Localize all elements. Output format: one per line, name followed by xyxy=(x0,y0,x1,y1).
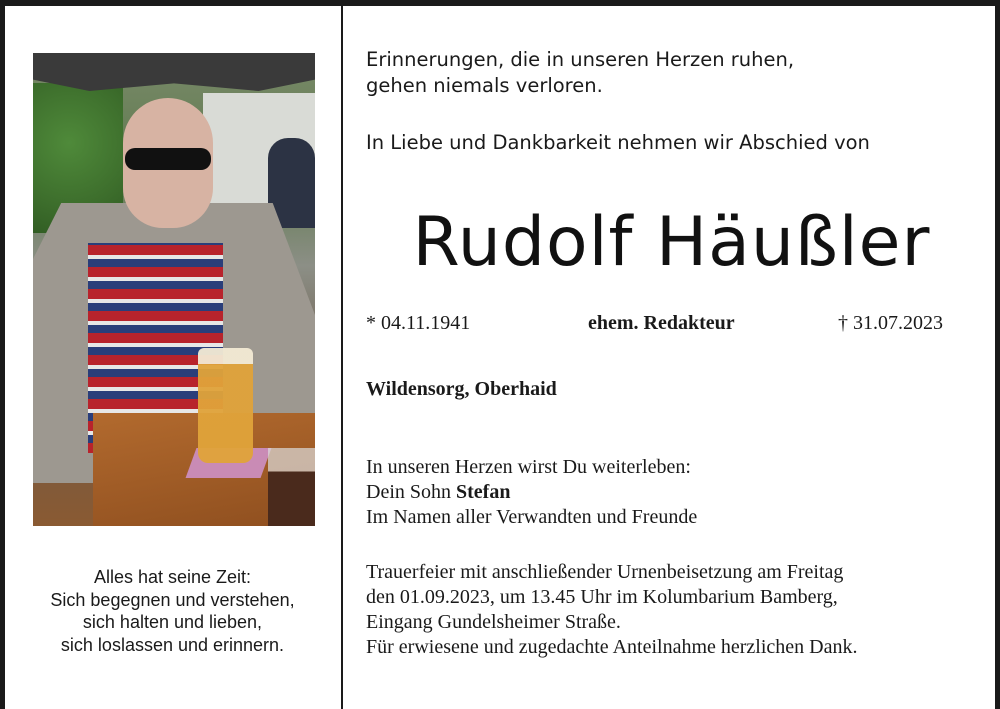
deceased-name: Rudolf Häußler xyxy=(412,203,931,282)
poem-line: Sich begegnen und verstehen, xyxy=(50,589,295,610)
occupation: ehem. Redakteur xyxy=(588,312,735,334)
hometown: Wildensorg, Oberhaid xyxy=(366,378,557,400)
son-name: Stefan xyxy=(456,481,511,503)
service-line: Eingang Gundelsheimer Straße. xyxy=(366,611,621,633)
mourners-line: Im Namen aller Verwandten und Freunde xyxy=(366,506,698,528)
portrait-photo xyxy=(33,53,315,526)
mourners xyxy=(366,455,697,530)
poem-line: sich loslassen und erinnern. xyxy=(60,634,285,655)
column-divider xyxy=(341,6,343,709)
death-date: † 31.07.2023 xyxy=(838,312,943,334)
mourners-line: In unseren Herzen wirst Du weiterleben: xyxy=(366,456,691,478)
service-line: Für erwiesene und zugedachte Anteilnahme herzlichen Dank. xyxy=(366,636,858,658)
poem xyxy=(20,566,325,656)
quote-line: Erinnerungen, die in unseren Herzen ruhen, xyxy=(366,48,795,71)
poem-line: Alles hat seine Zeit: xyxy=(93,567,252,587)
mourners-son-line xyxy=(366,480,697,505)
son-prefix: Dein Sohn xyxy=(366,481,451,503)
photo-beer-glass xyxy=(198,348,253,463)
photo-umbrella xyxy=(33,53,315,91)
quote-line: gehen niemals verloren. xyxy=(366,74,603,97)
memorial-quote xyxy=(366,47,966,99)
life-dates xyxy=(366,312,966,342)
birth-date: * 04.11.1941 xyxy=(366,312,471,334)
photo-second-glass xyxy=(268,448,315,526)
photo-sunglasses xyxy=(125,148,211,170)
service-line: Trauerfeier mit anschließender Urnenbeisetzung am Freitag xyxy=(366,561,844,583)
funeral-service-info xyxy=(366,560,857,660)
farewell-intro: In Liebe und Dankbarkeit nehmen wir Abschied von xyxy=(366,131,870,154)
service-line: den 01.09.2023, um 13.45 Uhr im Kolumbarium Bamberg, xyxy=(366,586,838,608)
poem-line: sich halten und lieben, xyxy=(82,612,263,632)
